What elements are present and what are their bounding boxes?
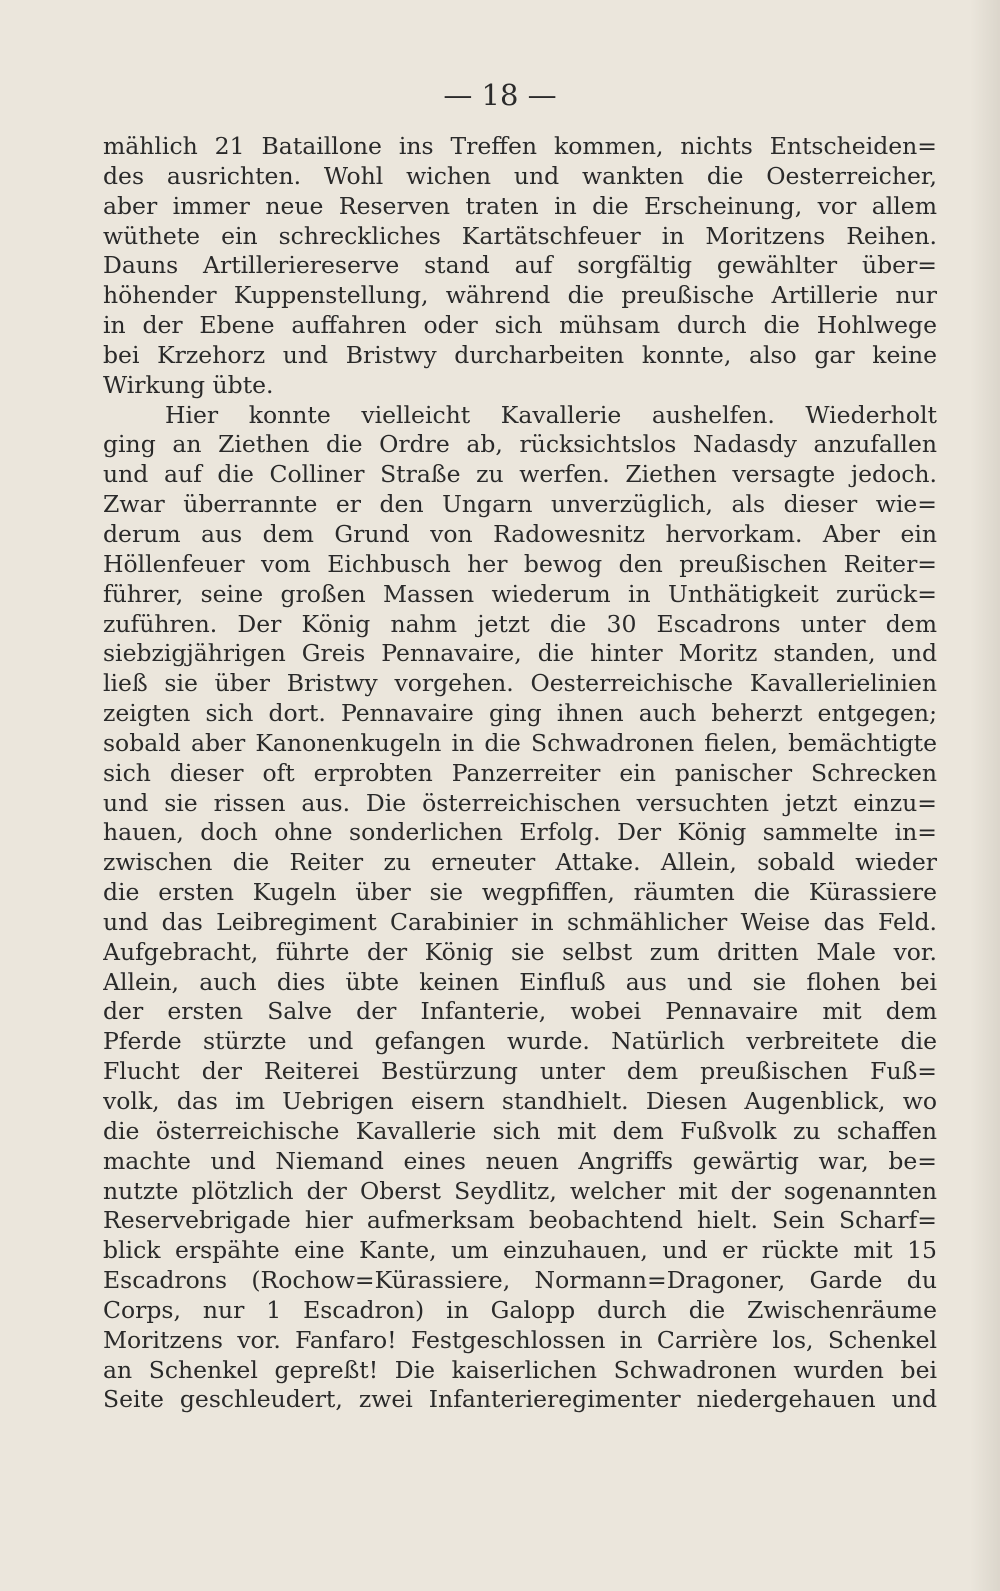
text-line: zwischen die Reiter zu erneuter Attake. Allein, sobald wieder	[103, 848, 937, 877]
paragraph	[103, 132, 937, 401]
text-line: ließ sie über Bristwy vorgehen. Oesterreichische Kavallerielinien	[103, 669, 937, 698]
page-number: — 18 —	[443, 78, 557, 112]
text-line: die ersten Kugeln über sie wegpfiffen, räumten die Kürassiere	[103, 878, 937, 907]
text-line: Pferde stürzte und gefangen wurde. Natürlich verbreitete die	[103, 1027, 937, 1056]
text-line: aber immer neue Reserven traten in die Erscheinung, vor allem	[103, 191, 937, 220]
text-line: und sie rissen aus. Die österreichischen versuchten jetzt einzu=	[103, 788, 937, 817]
text-line: Höllenfeuer vom Eichbusch her bewog den preußischen Reiter=	[103, 549, 937, 578]
paragraph	[103, 401, 937, 1416]
text-line: führer, seine großen Massen wiederum in Unthätigkeit zurück=	[103, 579, 937, 608]
page-edge-shadow	[970, 0, 1000, 1591]
text-line: mählich 21 Bataillone ins Treffen kommen, nichts Entscheiden=	[103, 132, 937, 160]
text-line: zuführen. Der König nahm jetzt die 30 Escadrons unter dem	[103, 609, 937, 638]
text-line: hauen, doch ohne sonderlichen Erfolg. Der König sammelte in=	[103, 818, 937, 847]
text-line: Wirkung übte.	[103, 370, 274, 399]
text-line: sich dieser oft erprobten Panzerreiter ein panischer Schrecken	[103, 758, 937, 787]
text-line: Flucht der Reiterei Bestürzung unter dem preußischen Fuß=	[103, 1057, 937, 1086]
text-line: wüthete ein schreckliches Kartätschfeuer in Moritzens Reihen.	[103, 221, 937, 250]
text-line: Moritzens vor. Fanfaro! Festgeschlossen in Carrière los, Schenkel	[103, 1325, 937, 1354]
text-line: Zwar überrannte er den Ungarn unverzüglich, als dieser wie=	[103, 490, 937, 519]
text-line: Seite geschleudert, zwei Infanterieregimenter niedergehauen und	[103, 1385, 937, 1414]
text-line: und das Leibregiment Carabinier in schmählicher Weise das Feld.	[103, 907, 937, 936]
text-line: zeigten sich dort. Pennavaire ging ihnen auch beherzt entgegen;	[103, 699, 937, 728]
text-line: nutzte plötzlich der Oberst Seydlitz, welcher mit der sogenannten	[103, 1176, 937, 1205]
text-line: Dauns Artilleriereserve stand auf sorgfältig gewählter über=	[103, 251, 937, 280]
text-line: bei Krzehorz und Bristwy durcharbeiten konnte, also gar keine	[103, 340, 937, 369]
text-line: Hier konnte vielleicht Kavallerie aushelfen. Wiederholt	[165, 400, 937, 429]
text-line: volk, das im Uebrigen eisern standhielt. Diesen Augenblick, wo	[103, 1087, 937, 1115]
text-line: ging an Ziethen die Ordre ab, rücksichtslos Nadasdy anzufallen	[103, 430, 937, 459]
text-line: in der Ebene auffahren oder sich mühsam durch die Hohlwege	[103, 311, 937, 340]
text-line: des ausrichten. Wohl wichen und wankten die Oesterreicher,	[103, 161, 937, 190]
text-line: der ersten Salve der Infanterie, wobei Pennavaire mit dem	[103, 997, 937, 1026]
text-line: Allein, auch dies übte keinen Einfluß aus und sie flohen bei	[103, 967, 937, 996]
text-line: derum aus dem Grund von Radowesnitz hervorkam. Aber ein	[103, 519, 937, 548]
text-line: höhender Kuppenstellung, während die preußische Artillerie nur	[103, 281, 937, 310]
body-text	[103, 132, 937, 1415]
text-line: an Schenkel gepreßt! Die kaiserlichen Schwadronen wurden bei	[103, 1355, 937, 1384]
text-line: siebzigjährigen Greis Pennavaire, die hinter Moritz standen, und	[103, 639, 937, 668]
text-line: Aufgebracht, führte der König sie selbst zum dritten Male vor.	[103, 937, 937, 966]
text-line: Reservebrigade hier aufmerksam beobachtend hielt. Sein Scharf=	[103, 1206, 937, 1235]
text-line: die österreichische Kavallerie sich mit dem Fußvolk zu schaffen	[103, 1116, 937, 1145]
text-line: sobald aber Kanonenkugeln in die Schwadronen fielen, bemächtigte	[103, 728, 937, 757]
text-line: und auf die Colliner Straße zu werfen. Ziethen versagte jedoch.	[103, 460, 937, 489]
text-line: Escadrons (Rochow=Kürassiere, Normann=Dragoner, Garde du	[103, 1266, 937, 1295]
text-line: machte und Niemand eines neuen Angriffs gewärtig war, be=	[103, 1146, 937, 1175]
text-line: blick erspähte eine Kante, um einzuhauen, und er rückte mit 15	[103, 1236, 937, 1265]
text-line: Corps, nur 1 Escadron) in Galopp durch die Zwischenräume	[103, 1295, 937, 1324]
